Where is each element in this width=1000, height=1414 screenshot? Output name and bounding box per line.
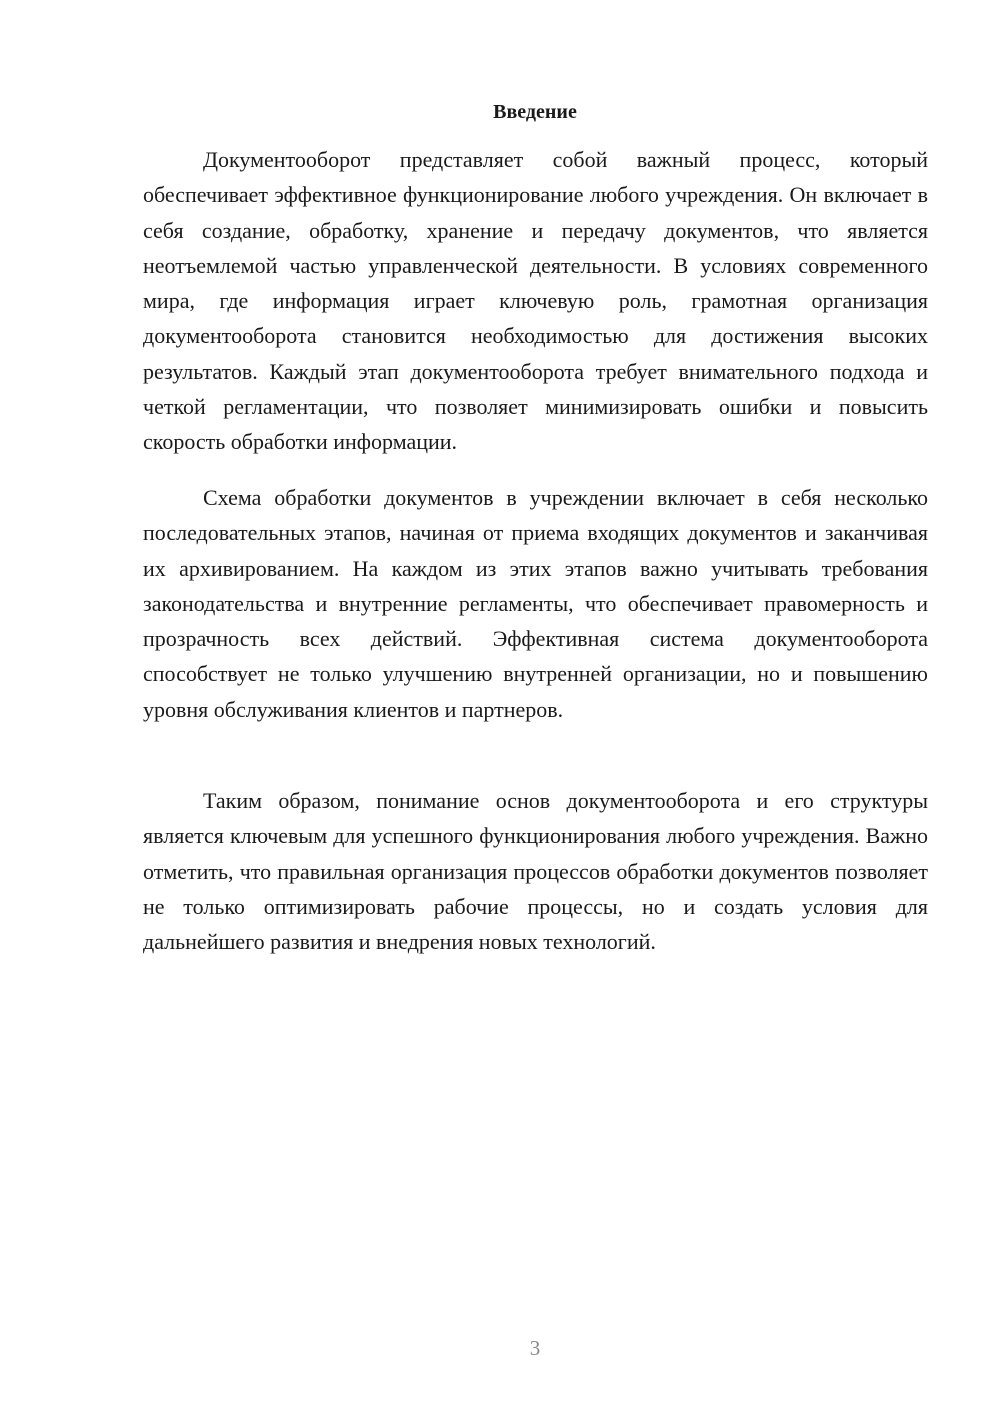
paragraph-conclusion: Таким образом, понимание основ документооборота и его структуры является ключевым для успешного функционирования любого учреждения. Важно отметить, что правильная организация процессов обработки документов позволяет не только оптимизировать рабочие процессы, но и создать условия для дальнейшего развития и внедрения новых технологий. xyxy=(143,788,928,955)
page-number: 3 xyxy=(529,1336,541,1360)
paragraph-processing-scheme: Схема обработки документов в учреждении включает в себя несколько последовательных этапов, начиная от приема входящих документов и заканчивая их архивированием. На каждом из этих этапов важно учитывать требования законодательства и внутренние регламенты, что обеспечивает правомерность и прозрачность всех действий. Эффективная система документооборота способствует не только улучшению внутренней организации, но и повышению уровня обслуживания клиентов и партнеров. xyxy=(143,485,928,722)
section-title: Введение xyxy=(493,101,577,123)
paragraph-intro: Документооборот представляет собой важный процесс, который обеспечивает эффективное функционирование любого учреждения. Он включает в себя создание, обработку, хранение и передачу документов, что является неотъемлемой частью управленческой деятельности. В условиях современного мира, где информация играет ключевую роль, грамотная организация документооборота становится необходимостью для достижения высоких результатов. Каждый этап документооборота требует внимательного подхода и четкой регламентации, что позволяет минимизировать ошибки и повысить скорость обработки информации. xyxy=(143,147,928,455)
